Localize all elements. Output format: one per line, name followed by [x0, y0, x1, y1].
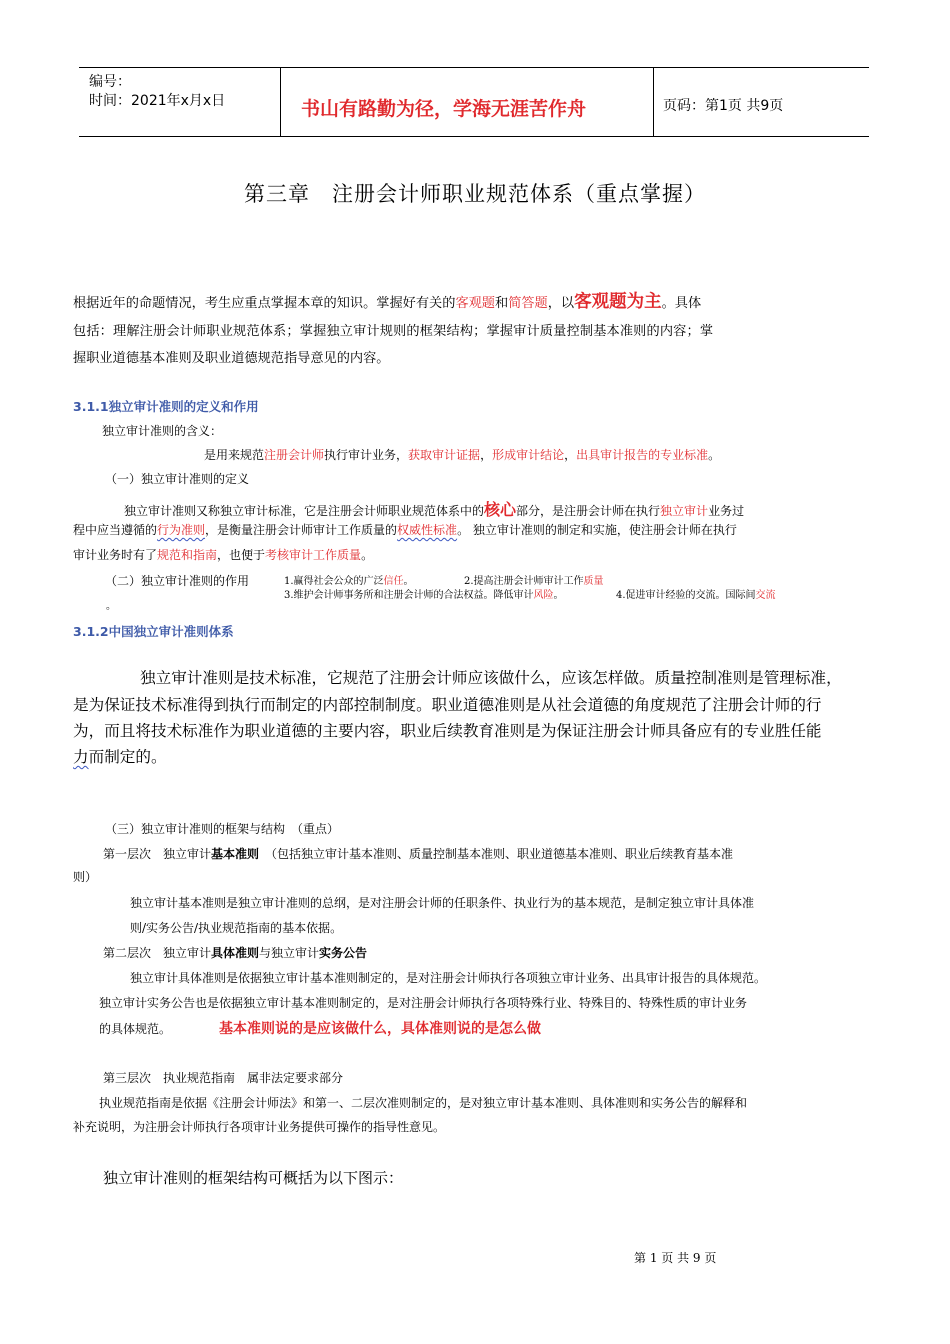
- intro-text: 根据近年的命题情况，考生应重点掌握本章的知识。掌握好有关的: [73, 296, 456, 311]
- role-item-1: [284, 572, 414, 587]
- level-3-text-1: 执业规范指南是依据《注册会计师法》和第一、二层次准则制定的，是对独立审计基本准则、具体准则和实务公告的解释和: [99, 1096, 748, 1110]
- page-title: 第三章 注册会计师职业规范体系（重点掌握）: [244, 182, 706, 206]
- role-item-2: [464, 572, 604, 587]
- system-line-1: 独立审计准则是技术标准，它规范了注册会计师应该做什么，应该怎样做。质量控制准则是管理标准，: [140, 669, 842, 687]
- level-text: （包括独立审计基本准则、质量控制基本准则、职业道德基本准则、职业后续教育基本准: [259, 847, 734, 861]
- meaning-label: 独立审计准则的含义：: [102, 424, 223, 438]
- role-highlight: 交流: [755, 590, 776, 601]
- level-3-text-2: 补充说明，为注册会计师执行各项审计业务提供可操作的指导性意见。: [73, 1120, 446, 1134]
- level-text: 第二层次 独立审计: [103, 946, 212, 960]
- system-line-3: [73, 719, 822, 741]
- intro-text: ，以: [547, 296, 575, 311]
- level-1-text-2: 则/实务公告/执业规范指南的基本依据。: [130, 921, 343, 935]
- level-1-heading: [103, 845, 733, 862]
- intro-highlight: 客观题: [455, 296, 495, 311]
- definition-highlight: 规范和指南: [157, 548, 218, 562]
- level-2-note: 基本准则说的是应该做什么，具体准则说的是怎么做: [219, 1021, 541, 1037]
- role-text: 2.提高注册会计师审计工作: [464, 576, 584, 587]
- level-text: 第一层次 独立审计: [103, 847, 212, 861]
- level-bold: 实务公告: [319, 946, 368, 960]
- page-footer: 第 1 页 共 9 页: [634, 1251, 717, 1265]
- system-line-2: 是为保证技术标准得到执行而制定的内部控制制度。职业道德准则是从社会道德的角度规范了注册会计师的行: [73, 696, 822, 714]
- definition-part: ，也便于: [217, 548, 266, 562]
- definition-highlight: 考核审计工作质量: [265, 548, 362, 562]
- definition-line-2: [73, 521, 737, 538]
- stray-mark: 。: [106, 601, 116, 612]
- level-2-text-2: 独立审计实务公告也是依据独立审计基本准则制定的，是对注册会计师执行各项特殊行业、特殊目的、特殊性质的审计业务: [99, 996, 748, 1010]
- definition-emphasis: 核心: [484, 500, 517, 519]
- definition-highlight: 独立审计: [660, 504, 709, 518]
- role-text: 1.赢得社会公众的广泛: [284, 576, 384, 587]
- definition-label: （一）独立审计准则的定义: [105, 472, 250, 486]
- role-label: （二）独立审计准则的作用: [105, 574, 250, 588]
- role-highlight: 质量: [583, 576, 604, 587]
- definition-part: 部分，是注册会计师在执行: [516, 504, 661, 518]
- meaning-part: 是用来规范: [204, 448, 265, 462]
- meaning-highlight: 注册会计师: [264, 448, 325, 462]
- intro-text: 和: [495, 296, 509, 311]
- meaning-part: ，: [564, 448, 577, 462]
- definition-part: 独立审计准则又称独立审计标准，它是注册会计师职业规范体系中的: [124, 504, 485, 518]
- definition-highlight: 权威性标准: [397, 523, 458, 537]
- section-heading-3-1-2: 3.1.2中国独立审计准则体系: [73, 624, 234, 639]
- definition-part: 审计业务时有了: [73, 548, 158, 562]
- level-1-heading-cont: 则）: [73, 870, 98, 884]
- level-bold: 具体准则: [211, 946, 260, 960]
- definition-line-3: [73, 546, 373, 563]
- role-highlight: 风险: [533, 590, 554, 601]
- meaning-part: ，: [480, 448, 493, 462]
- role-text: 。: [403, 576, 414, 587]
- role-item-4: [616, 586, 776, 601]
- meaning-text: [204, 446, 720, 463]
- level-2-heading: [103, 944, 367, 961]
- system-text: 为，而且将技术标准作为职业道德的主要内容，职业后续教育准则是为保证注册会计师具备应有的专业胜任能: [73, 722, 822, 740]
- definition-part: 。: [361, 548, 374, 562]
- header-divider: [280, 68, 281, 136]
- level-text: 与独立审计: [259, 946, 320, 960]
- role-text: 4.促进审计经验的交流。国际间: [616, 590, 756, 601]
- role-highlight: 信任: [383, 576, 404, 587]
- role-item-3: [284, 586, 564, 601]
- definition-part: 。 独立审计准则的制定和实施，使注册会计师在执行: [457, 523, 737, 537]
- role-text: 。: [553, 590, 564, 601]
- framework-label: （三）独立审计准则的框架与结构 （重点）: [105, 822, 340, 836]
- role-text: 3.维护会计师事务所和注册会计师的合法权益。降低审计: [284, 590, 534, 601]
- header-page-info: 页码：第1页 共9页: [663, 98, 784, 114]
- definition-part: ，是衡量注册会计师审计工作质量的: [205, 523, 398, 537]
- system-text: 而制定的。: [88, 748, 167, 766]
- level-bold: 基本准则: [211, 847, 260, 861]
- system-text-underlined: 力: [73, 748, 89, 766]
- doc-number-label: 编号：: [89, 74, 131, 90]
- level-1-text-1: 独立审计基本准则是独立审计准则的总纲，是对注册会计师的任职条件、执业行为的基本规范，是制定独立审计具体准: [130, 896, 755, 910]
- definition-part: 程中应当遵循的: [73, 523, 158, 537]
- header-divider: [653, 68, 654, 136]
- intro-line-2: 包括：理解注册会计师职业规范体系；掌握独立审计规则的框架结构；掌握审计质量控制基本准则的内容；掌: [73, 324, 714, 339]
- intro-line-1: [73, 288, 701, 313]
- system-line-4: [73, 745, 167, 767]
- meaning-part: 执行审计业务，: [324, 448, 409, 462]
- level-3-heading: 第三层次 执业规范指南 属非法定要求部分: [103, 1071, 344, 1085]
- definition-part: 业务过: [708, 504, 745, 518]
- meaning-highlight: 获取审计证据: [408, 448, 481, 462]
- intro-highlight: 简答题: [508, 296, 548, 311]
- framework-summary: 独立审计准则的框架结构可概括为以下图示：: [103, 1169, 404, 1187]
- definition-highlight: 行为准则: [157, 523, 206, 537]
- level-2-text-1: 独立审计具体准则是依据独立审计基本准则制定的，是对注册会计师执行各项独立审计业务、出具审计报告的具体规范。: [130, 971, 767, 985]
- meaning-part: 。: [708, 448, 721, 462]
- meaning-highlight: 形成审计结论: [492, 448, 565, 462]
- meaning-highlight: 出具审计报告的专业标准: [576, 448, 709, 462]
- section-heading-3-1-1: 3.1.1独立审计准则的定义和作用: [73, 399, 259, 414]
- header-table: [79, 67, 869, 137]
- level-2-text-3: 的具体规范。: [99, 1022, 172, 1036]
- intro-text: 。具体: [661, 296, 702, 311]
- doc-date: 时间：2021年x月x日: [89, 93, 226, 109]
- definition-line-1: [124, 497, 744, 520]
- intro-emphasis: 客观题为主: [574, 292, 662, 312]
- intro-line-3: 握职业道德基本准则及职业道德规范指导意见的内容。: [73, 351, 390, 366]
- header-motto: 书山有路勤为径，学海无涯苦作舟: [301, 98, 587, 120]
